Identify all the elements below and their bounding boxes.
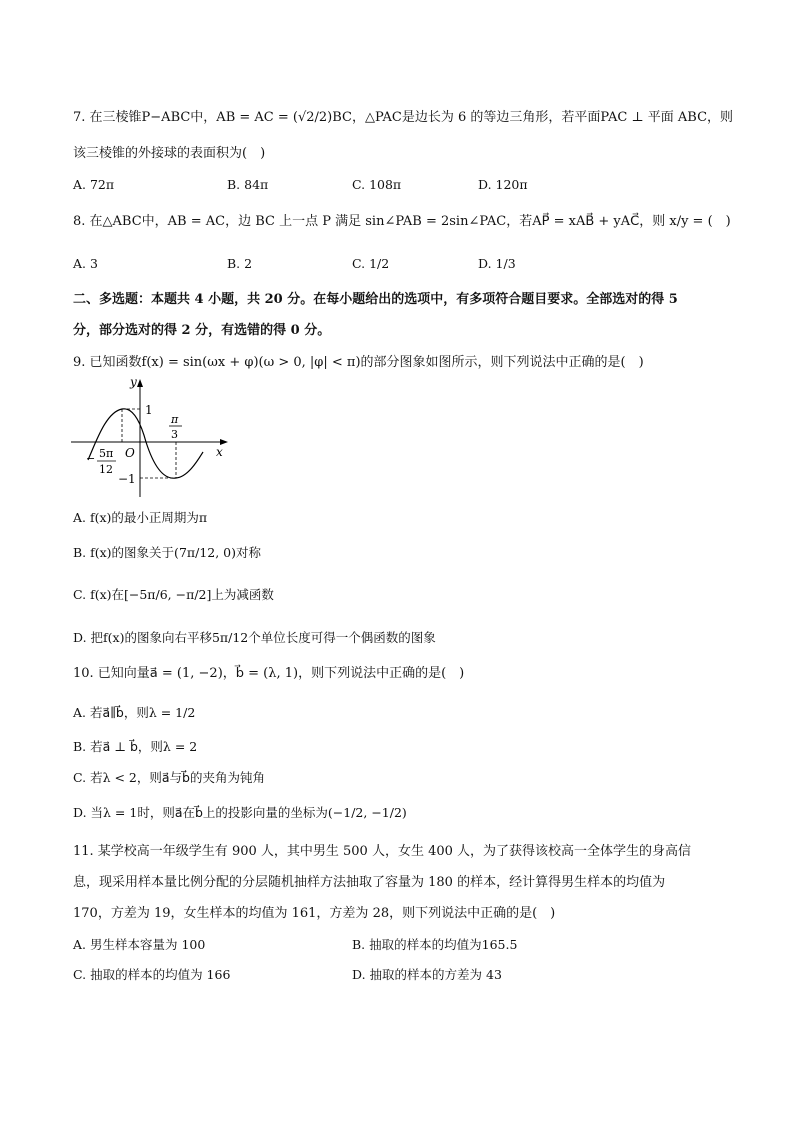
q9-stem: 9. 已知函数f(x) = sin(ωx + φ)(ω > 0, |φ| < π)的部分图象如图所示，则下列说法中正确的是( ) <box>73 355 644 370</box>
q9-option-a: A. f(x)的最小正周期为π <box>73 510 208 525</box>
q11-option-c: C. 抽取的样本的均值为 166 <box>73 967 231 982</box>
q9-sine-graph <box>66 372 236 502</box>
neg-5pi-12-minus: − <box>86 452 96 465</box>
origin-label: O <box>125 446 135 460</box>
y-axis-arrow <box>137 379 143 387</box>
q7-option-b: B. 84π <box>227 177 269 192</box>
max-value-label: 1 <box>145 403 153 417</box>
q8-option-a: A. 3 <box>73 256 98 271</box>
q10-option-c: C. 若λ < 2，则a⃗与b⃗的夹角为钝角 <box>73 770 265 785</box>
q9-option-d: D. 把f(x)的图象向右平移5π/12个单位长度可得一个偶函数的图象 <box>73 630 436 645</box>
q11-stem-line1: 11. 某学校高一年级学生有 900 人，其中男生 500 人，女生 400 人，为了获得该校高一全体学生的身高信 <box>73 844 692 859</box>
section2-heading-line2: 分，部分选对的得 2 分，有选错的得 0 分。 <box>73 323 331 338</box>
q7-option-a: A. 72π <box>73 177 115 192</box>
pi-over-3-denominator: 3 <box>171 428 178 441</box>
q10-stem: 10. 已知向量a⃗ = (1, −2)，b⃗ = (λ, 1)，则下列说法中正确的是( ) <box>73 666 465 681</box>
q11-stem-line3: 170，方差为 19，女生样本的均值为 161，方差为 28，则下列说法中正确的是( ) <box>73 906 556 921</box>
q8-option-c: C. 1/2 <box>352 256 390 271</box>
neg-5pi-12-denominator: 12 <box>99 463 113 476</box>
q10-option-b: B. 若a⃗ ⊥ b⃗，则λ = 2 <box>73 739 198 754</box>
q11-stem-line2: 息，现采用样本量比例分配的分层随机抽样方法抽取了容量为 180 的样本，经计算得男生样本的均值为 <box>73 875 666 890</box>
pi-over-3-numerator: π <box>171 413 179 426</box>
q7-option-c: C. 108π <box>352 177 402 192</box>
q8-option-d: D. 1/3 <box>478 256 516 271</box>
q9-option-b: B. f(x)的图象关于(7π/12, 0)对称 <box>73 545 262 560</box>
q10-option-a: A. 若a⃗∥b⃗，则λ = 1/2 <box>73 705 196 720</box>
min-value-label: −1 <box>118 472 136 486</box>
q8-stem: 8. 在△ABC中，AB = AC，边 BC 上一点 P 满足 sin∠PAB = 2sin∠PAC，若AP⃗ = xAB⃗ + yAC⃗，则 x/y = ( ) <box>73 214 731 229</box>
q10-option-d: D. 当λ = 1时，则a⃗在b⃗上的投影向量的坐标为(−1/2, −1/2) <box>73 805 407 820</box>
q9-option-c: C. f(x)在[−5π/6, −π/2]上为减函数 <box>73 587 274 602</box>
x-label: x <box>216 445 223 459</box>
q8-option-b: B. 2 <box>227 256 253 271</box>
q11-option-d: D. 抽取的样本的方差为 43 <box>352 967 502 982</box>
q11-option-a: A. 男生样本容量为 100 <box>73 937 206 952</box>
q7-stem-line1: 7. 在三棱锥P−ABC中，AB = AC = (√2/2)BC，△PAC是边长为 6 的等边三角形，若平面PAC ⊥ 平面 ABC，则 <box>73 110 734 125</box>
neg-5pi-12-numerator: 5π <box>99 447 114 460</box>
section2-heading-line1: 二、多选题：本题共 4 小题，共 20 分。在每小题给出的选项中，有多项符合题目要求。全部选对的得 5 <box>73 292 678 307</box>
q11-option-b: B. 抽取的样本的均值为165.5 <box>352 937 518 952</box>
y-label: y <box>130 375 137 389</box>
q7-option-d: D. 120π <box>478 177 528 192</box>
q7-stem-line2: 该三棱锥的外接球的表面积为( ) <box>73 146 266 161</box>
